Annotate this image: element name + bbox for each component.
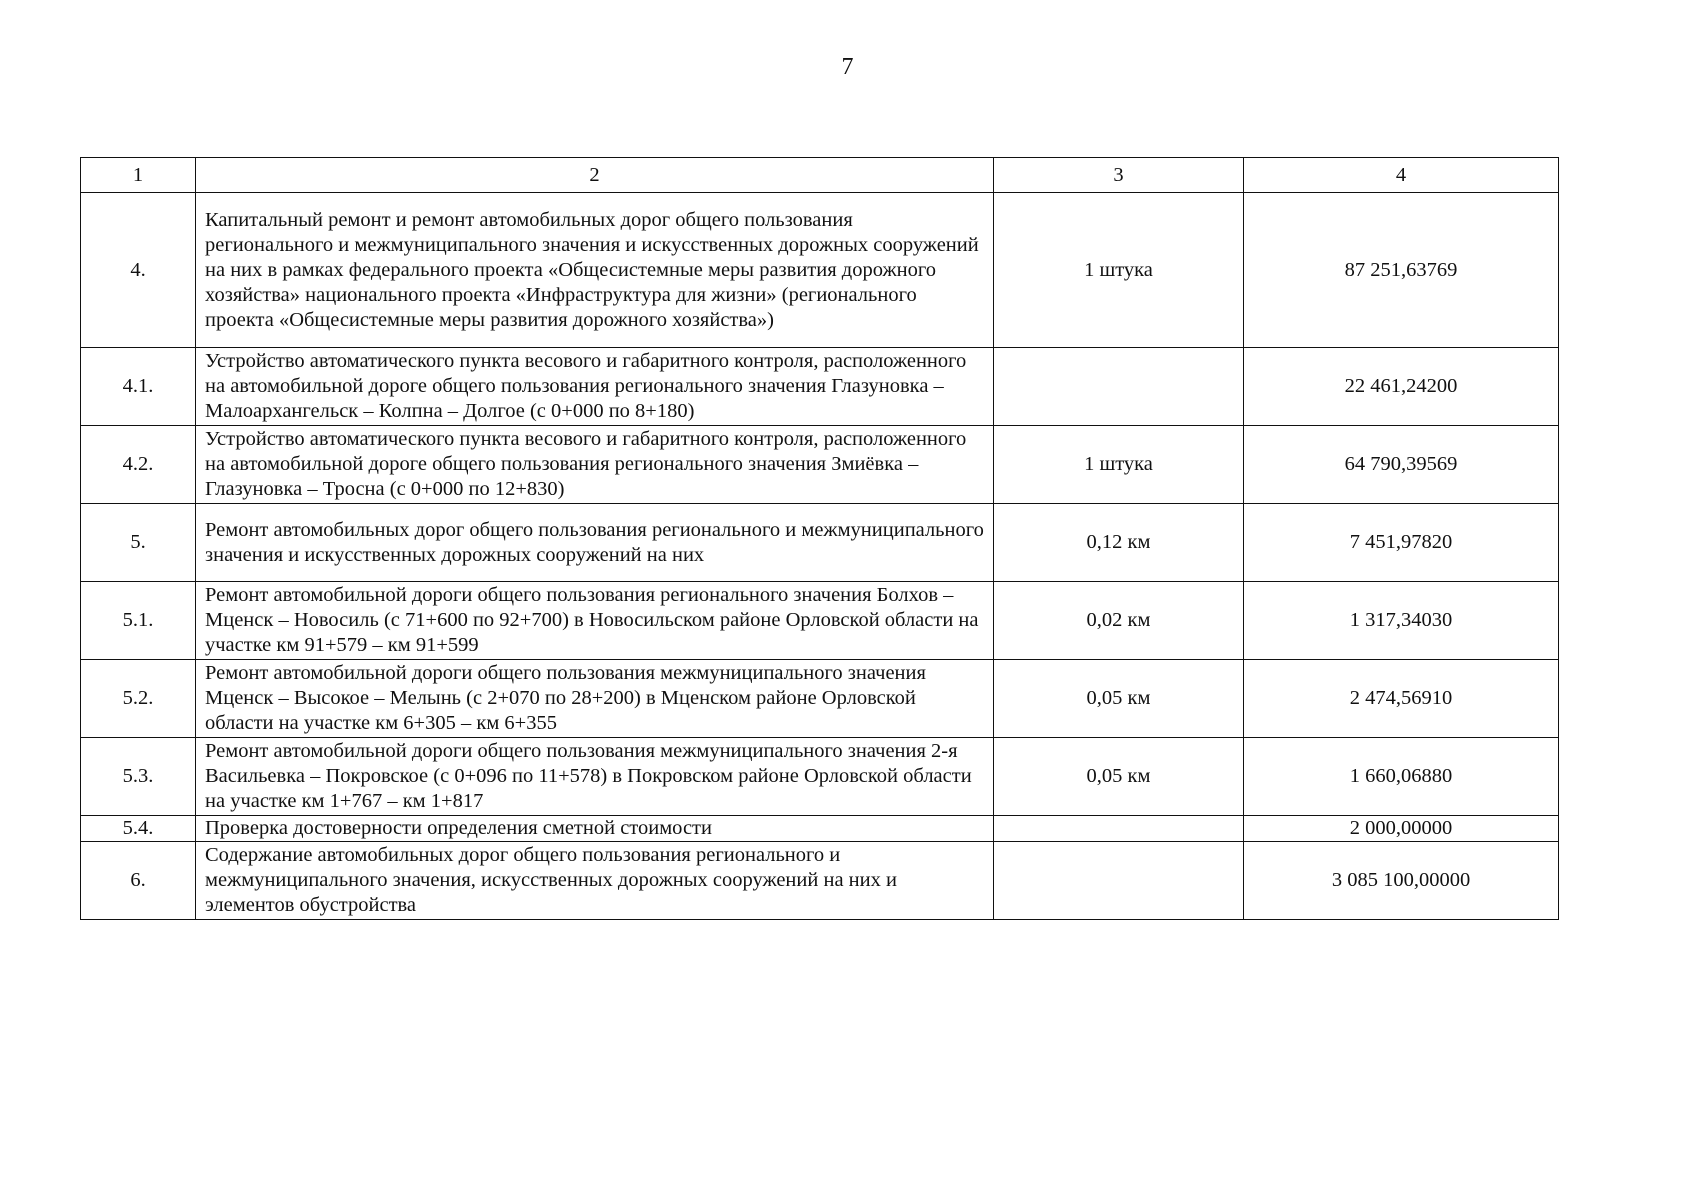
table-row: [81, 426, 1559, 504]
table-body: [81, 193, 1559, 920]
header-col-1: 1: [81, 158, 196, 193]
row-unit: [994, 348, 1244, 426]
row-unit: 0,05 км: [994, 738, 1244, 816]
row-amount: 1 660,06880: [1244, 738, 1559, 816]
budget-table: [80, 157, 1559, 920]
row-amount: 2 474,56910: [1244, 660, 1559, 738]
table-row: [81, 842, 1559, 920]
row-number: 6.: [81, 842, 196, 920]
row-unit: [994, 816, 1244, 842]
row-name: Капитальный ремонт и ремонт автомобильных дорог общего пользования регионального и межмуниципального значения и искусственных дорожных сооружений на них в рамках федерального проекта «Общесистемные меры развития дорожного хозяйства» национального проекта «Инфраструктура для жизни» (регионального проекта «Общесистемные меры развития дорожного хозяйства»): [196, 193, 994, 348]
row-number: 5.2.: [81, 660, 196, 738]
table-header: [81, 158, 1559, 193]
row-unit: [994, 842, 1244, 920]
row-name: Ремонт автомобильной дороги общего пользования межмуниципального значения Мценск – Высокое – Мелынь (с 2+070 по 28+200) в Мценском районе Орловской области на участке км 6+305 – км 6+355: [196, 660, 994, 738]
table-row: [81, 738, 1559, 816]
row-name: Устройство автоматического пункта весового и габаритного контроля, расположенного на автомобильной дороге общего пользования регионального значения Глазуновка – Малоархангельск – Колпна – Долгое (с 0+000 по 8+180): [196, 348, 994, 426]
row-amount: 87 251,63769: [1244, 193, 1559, 348]
row-unit: 0,12 км: [994, 504, 1244, 582]
row-number: 5.4.: [81, 816, 196, 842]
row-amount: 64 790,39569: [1244, 426, 1559, 504]
header-row: [81, 158, 1559, 193]
row-number: 5.: [81, 504, 196, 582]
row-name: Содержание автомобильных дорог общего пользования регионального и межмуниципального значения, искусственных дорожных сооружений на них и элементов обустройства: [196, 842, 994, 920]
table-row: [81, 348, 1559, 426]
row-number: 5.3.: [81, 738, 196, 816]
row-number: 5.1.: [81, 582, 196, 660]
row-amount: 7 451,97820: [1244, 504, 1559, 582]
row-amount: 2 000,00000: [1244, 816, 1559, 842]
table-row: [81, 193, 1559, 348]
row-name: Ремонт автомобильной дороги общего пользования регионального значения Болхов – Мценск – Новосиль (с 71+600 по 92+700) в Новосильском районе Орловской области на участке км 91+579 – км 91+599: [196, 582, 994, 660]
header-col-2: 2: [196, 158, 994, 193]
row-unit: 0,05 км: [994, 660, 1244, 738]
table-row: [81, 504, 1559, 582]
header-col-4: 4: [1244, 158, 1559, 193]
row-unit: 1 штука: [994, 426, 1244, 504]
table-row: [81, 660, 1559, 738]
row-unit: 0,02 км: [994, 582, 1244, 660]
row-number: 4.1.: [81, 348, 196, 426]
table-row: [81, 582, 1559, 660]
row-amount: 22 461,24200: [1244, 348, 1559, 426]
row-unit: 1 штука: [994, 193, 1244, 348]
row-amount: 1 317,34030: [1244, 582, 1559, 660]
row-name: Ремонт автомобильной дороги общего пользования межмуниципального значения 2-я Васильевка – Покровское (с 0+096 по 11+578) в Покровском районе Орловской области на участке км 1+767 – км 1+817: [196, 738, 994, 816]
row-name: Проверка достоверности определения сметной стоимости: [196, 816, 994, 842]
header-col-3: 3: [994, 158, 1244, 193]
row-name: Устройство автоматического пункта весового и габаритного контроля, расположенного на автомобильной дороге общего пользования регионального значения Змиёвка – Глазуновка – Тросна (с 0+000 по 12+830): [196, 426, 994, 504]
page-number: 7: [841, 54, 854, 80]
row-number: 4.2.: [81, 426, 196, 504]
row-amount: 3 085 100,00000: [1244, 842, 1559, 920]
row-name: Ремонт автомобильных дорог общего пользования регионального и межмуниципального значения и искусственных дорожных сооружений на них: [196, 504, 994, 582]
row-number: 4.: [81, 193, 196, 348]
table-row: [81, 816, 1559, 842]
